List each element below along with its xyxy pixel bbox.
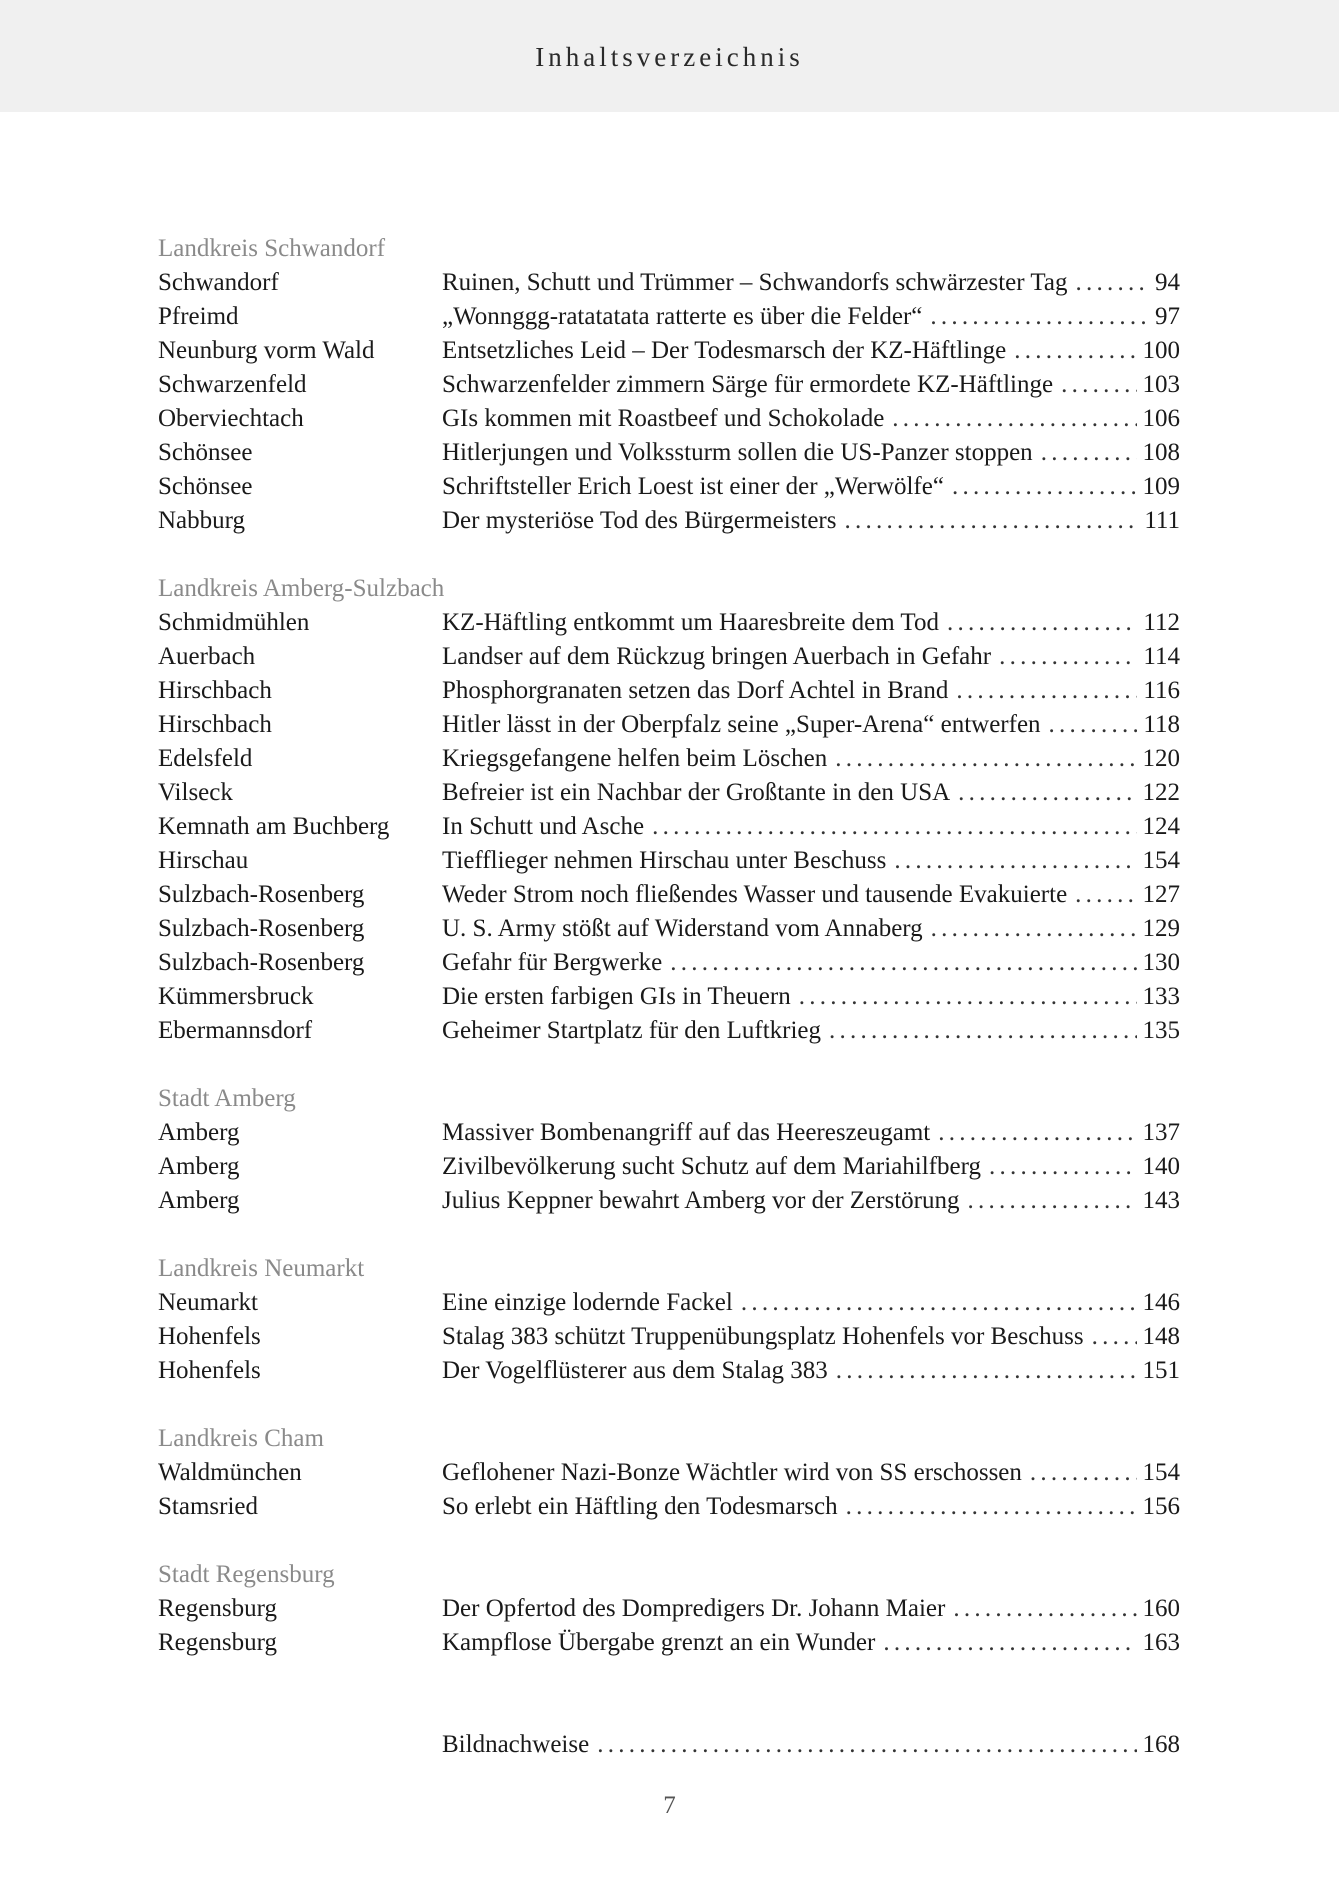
entry-place: Schwarzenfeld [158,371,307,398]
section-heading: Stadt Amberg [158,1085,296,1112]
entry-page-number: 103 [1142,371,1180,398]
dot-leader [1049,708,1138,742]
entry-title: Julius Keppner bewahrt Amberg vor der Zerstörung [442,1187,960,1214]
entry-place: Regensburg [158,1629,277,1656]
dot-leader [999,640,1137,674]
toc-section [158,232,1180,538]
toc-entry[interactable] [158,1456,1180,1490]
toc-entry[interactable] [158,810,1180,844]
toc-entry[interactable] [158,946,1180,980]
entry-title: GIs kommen mit Roastbeef und Schokolade [442,405,885,432]
entry-page-number: 120 [1142,745,1180,772]
entry-title-wrap [442,708,1137,742]
entry-title-wrap [442,1626,1137,1660]
entry-title: Landser auf dem Rückzug bringen Auerbach in Gefahr [442,643,992,670]
section-heading: Landkreis Cham [158,1425,324,1452]
entry-title-wrap [442,606,1137,640]
entry-title-wrap [442,878,1137,912]
entry-page-number: 127 [1142,881,1180,908]
toc-section [158,1558,1180,1660]
entry-page-number: 124 [1142,813,1180,840]
toc-entry[interactable] [158,1286,1180,1320]
entry-place: Hirschbach [158,677,272,704]
dot-leader [835,742,1136,776]
toc-entry[interactable] [158,674,1180,708]
entry-title-wrap [442,1184,1137,1218]
dot-leader [799,980,1137,1014]
dot-leader [894,844,1136,878]
entry-title-wrap [442,674,1137,708]
entry-title: Hitlerjungen und Volkssturm sollen die US-Panzer stoppen [442,439,1033,466]
section-heading: Landkreis Neumarkt [158,1255,365,1282]
toc-entry[interactable] [158,912,1180,946]
entry-title: Zivilbevölkerung sucht Schutz auf dem Mariahilfberg [442,1153,981,1180]
toc-section [158,572,1180,1048]
entry-place: Schönsee [158,473,253,500]
entry-place: Schwandorf [158,269,279,296]
entry-title-wrap [442,334,1137,368]
entry-page-number: 154 [1142,1459,1180,1486]
toc-entry[interactable] [158,1490,1180,1524]
toc-entry[interactable] [158,300,1180,334]
toc-entry[interactable] [158,776,1180,810]
toc-entry[interactable] [158,1354,1180,1388]
entry-page-number: 129 [1142,915,1180,942]
toc-section [158,1082,1180,1218]
entry-title-wrap [442,1728,1137,1762]
entry-title: Stalag 383 schützt Truppenübungsplatz Hohenfels vor Beschuss [442,1323,1084,1350]
entry-page-number: 148 [1142,1323,1180,1350]
toc-entry[interactable] [158,1014,1180,1048]
entry-title-wrap [442,266,1149,300]
entry-title-wrap [442,640,1137,674]
entry-page-number: 151 [1142,1357,1180,1384]
entry-title-wrap [442,402,1137,436]
entry-place: Vilseck [158,779,233,806]
dot-leader [1092,1320,1137,1354]
entry-place: Hohenfels [158,1323,261,1350]
entry-title-wrap [442,912,1137,946]
entry-page-number: 111 [1144,507,1180,534]
entry-title-wrap [442,1286,1137,1320]
toc-entry[interactable] [158,640,1180,674]
entry-title: Eine einzige lodernde Fackel [442,1289,733,1316]
dot-leader [930,300,1149,334]
dot-leader [967,1184,1136,1218]
toc-entry[interactable] [158,606,1180,640]
entry-title: Kriegsgefangene helfen beim Löschen [442,745,828,772]
entry-page-number: 168 [1142,1731,1180,1758]
entry-page-number: 146 [1142,1289,1180,1316]
entry-page-number: 106 [1142,405,1180,432]
entry-place: Pfreimd [158,303,239,330]
entry-title: Phosphorgranaten setzen das Dorf Achtel in Brand [442,677,949,704]
entry-page-number: 94 [1155,269,1180,296]
entry-place: Neumarkt [158,1289,258,1316]
entry-place: Neunburg vorm Wald [158,337,375,364]
entry-page-number: 140 [1142,1153,1180,1180]
entry-page-number: 130 [1142,949,1180,976]
dot-leader [892,402,1136,436]
dot-leader [989,1150,1137,1184]
entry-title-wrap [442,300,1149,334]
entry-place: Ebermannsdorf [158,1017,313,1044]
dot-leader [956,674,1137,708]
entry-title: Gefahr für Bergwerke [442,949,663,976]
dot-leader [846,1490,1137,1524]
entry-page-number: 160 [1142,1595,1180,1622]
toc-entry[interactable] [158,504,1180,538]
dot-leader [1014,334,1136,368]
entry-title: Befreier ist ein Nachbar der Großtante in den USA [442,779,951,806]
dot-leader [829,1014,1136,1048]
dot-leader [1075,266,1149,300]
entry-title-wrap [442,1320,1137,1354]
entry-title: Der Vogelflüsterer aus dem Stalag 383 [442,1357,828,1384]
toc-entry[interactable] [158,1592,1180,1626]
entry-page-number: 109 [1142,473,1180,500]
entry-page-number: 116 [1143,677,1180,704]
entry-title: Ruinen, Schutt und Trümmer – Schwandorfs schwärzester Tag [442,269,1068,296]
entry-title-wrap [442,368,1137,402]
toc-entry[interactable] [158,1728,1180,1762]
toc-entry[interactable] [158,1184,1180,1218]
entry-title-wrap [442,436,1137,470]
entry-page-number: 100 [1142,337,1180,364]
dot-leader [844,504,1138,538]
table-of-contents [158,232,1180,1796]
dot-leader [883,1626,1136,1660]
entry-title: Geheimer Startplatz für den Luftkrieg [442,1017,822,1044]
entry-title: Kampflose Übergabe grenzt an ein Wunder [442,1629,876,1656]
toc-entry[interactable] [158,334,1180,368]
entry-place: Stamsried [158,1493,258,1520]
entry-page-number: 135 [1142,1017,1180,1044]
entry-page-number: 118 [1143,711,1180,738]
entry-title-wrap [442,1490,1137,1524]
dot-leader [1075,878,1136,912]
entry-title-wrap [442,1116,1137,1150]
entry-place: Kümmersbruck [158,983,314,1010]
dot-leader [836,1354,1137,1388]
toc-entry[interactable] [158,1116,1180,1150]
entry-title: Hitler lässt in der Oberpfalz seine „Super-Arena“ entwerfen [442,711,1041,738]
entry-place: Edelsfeld [158,745,253,772]
entry-title-wrap [442,470,1137,504]
entry-title: Entsetzliches Leid – Der Todesmarsch der KZ-Häftlinge [442,337,1007,364]
page-title: Inhaltsverzeichnis [535,42,804,72]
entry-place: Regensburg [158,1595,277,1622]
section-heading [158,1694,1180,1728]
toc-entry[interactable] [158,1320,1180,1354]
toc-entry[interactable] [158,368,1180,402]
entry-place: Sulzbach-Rosenberg [158,949,365,976]
entry-page-number: 156 [1142,1493,1180,1520]
entry-title-wrap [442,980,1137,1014]
entry-place: Hohenfels [158,1357,261,1384]
dot-leader [1030,1456,1137,1490]
dot-leader [952,470,1137,504]
entry-title: In Schutt und Asche [442,813,645,840]
entry-title-wrap [442,1014,1137,1048]
entry-title: Schriftsteller Erich Loest ist einer der „Werwölfe“ [442,473,944,500]
entry-title-wrap [442,504,1138,538]
entry-title-wrap [442,1150,1137,1184]
entry-page-number: 133 [1142,983,1180,1010]
entry-title: Weder Strom noch fließendes Wasser und tausende Evakuierte [442,881,1068,908]
dot-leader [741,1286,1137,1320]
entry-title-wrap [442,946,1137,980]
section-heading: Stadt Regensburg [158,1561,335,1588]
dot-leader [947,606,1137,640]
entry-page-number: 137 [1142,1119,1180,1146]
dot-leader [1041,436,1137,470]
entry-title: Der mysteriöse Tod des Bürgermeisters [442,507,837,534]
entry-place: Kemnath am Buchberg [158,813,390,840]
entry-place: Hirschbach [158,711,272,738]
dot-leader [1061,368,1136,402]
entry-title: Die ersten farbigen GIs in Theuern [442,983,791,1010]
toc-entry[interactable] [158,436,1180,470]
toc-entry[interactable] [158,402,1180,436]
entry-title: Bildnachweise [442,1731,590,1758]
entry-title-wrap [442,1354,1137,1388]
toc-entry[interactable] [158,1626,1180,1660]
entry-place: Schönsee [158,439,253,466]
entry-place: Sulzbach-Rosenberg [158,881,365,908]
entry-page-number: 112 [1143,609,1180,636]
entry-title: Geflohener Nazi-Bonze Wächtler wird von SS erschossen [442,1459,1022,1486]
entry-place: Sulzbach-Rosenberg [158,915,365,942]
entry-page-number: 114 [1143,643,1180,670]
entry-page-number: 163 [1142,1629,1180,1656]
dot-leader [597,1728,1136,1762]
entry-title: Der Opfertod des Dompredigers Dr. Johann Maier [442,1595,946,1622]
entry-title-wrap [442,776,1137,810]
entry-title-wrap [442,1592,1137,1626]
toc-entry[interactable] [158,1150,1180,1184]
toc-entry[interactable] [158,266,1180,300]
entry-place: Schmidmühlen [158,609,310,636]
entry-title-wrap [442,1456,1137,1490]
entry-title: „Wonnggg-ratatatata ratterte es über die Felder“ [442,303,923,330]
entry-page-number: 97 [1155,303,1180,330]
toc-entry[interactable] [158,742,1180,776]
section-heading: Landkreis Schwandorf [158,235,386,262]
entry-title-wrap [442,742,1137,776]
toc-entry[interactable] [158,844,1180,878]
dot-leader [958,776,1136,810]
toc-section [158,1252,1180,1388]
page-number: 7 [663,1792,676,1819]
dot-leader [931,912,1137,946]
entry-title: KZ-Häftling entkommt um Haaresbreite dem Tod [442,609,939,636]
dot-leader [670,946,1136,980]
entry-place: Waldmünchen [158,1459,302,1486]
entry-place: Oberviechtach [158,405,304,432]
entry-place: Auerbach [158,643,256,670]
entry-title: So erlebt ein Häftling den Todesmarsch [442,1493,838,1520]
section-heading: Landkreis Amberg-Sulzbach [158,575,445,602]
toc-entry[interactable] [158,878,1180,912]
toc-entry[interactable] [158,708,1180,742]
toc-entry[interactable] [158,980,1180,1014]
entry-page-number: 143 [1142,1187,1180,1214]
toc-section [158,1694,1180,1762]
entry-title-wrap [442,810,1137,844]
entry-place: Hirschau [158,847,249,874]
entry-title: Massiver Bombenangriff auf das Heereszeugamt [442,1119,931,1146]
dot-leader [953,1592,1136,1626]
entry-page-number: 108 [1142,439,1180,466]
entry-page-number: 122 [1142,779,1180,806]
entry-title: Tiefflieger nehmen Hirschau unter Beschuss [442,847,887,874]
entry-title: U. S. Army stößt auf Widerstand vom Annaberg [442,915,923,942]
entry-place: Amberg [158,1119,240,1146]
toc-entry[interactable] [158,470,1180,504]
dot-leader [652,810,1136,844]
toc-section [158,1422,1180,1524]
entry-place: Nabburg [158,507,246,534]
entry-title: Schwarzenfelder zimmern Särge für ermordete KZ-Häftlinge [442,371,1054,398]
dot-leader [938,1116,1136,1150]
entry-page-number: 154 [1142,847,1180,874]
entry-title-wrap [442,844,1137,878]
entry-place: Amberg [158,1153,240,1180]
entry-place: Amberg [158,1187,240,1214]
